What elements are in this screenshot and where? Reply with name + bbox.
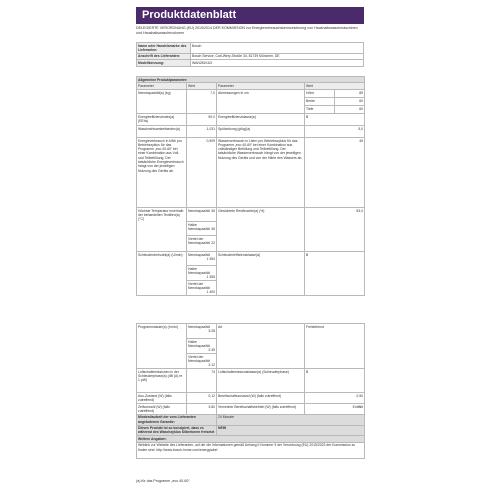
delay-start-label: Zeitvorwahl (W) (falls zutreffend) [137,403,187,414]
additional-info-text: Weblink zur Website des Lieferanten, auf der die Informationen gemäß Anhang II Nummer 9 der Verordnung (EU) 2019/2023 der Kommission zu finden sind: http://www.bosch-home.com/energylabel [137,442,365,458]
duration-row [187,324,217,339]
model-value: WAN281KA3 [191,60,364,66]
guarantee-label: Mindestlaufzeit der vom Lieferanten angebotenen Garantie: [137,414,217,425]
rated-capacity-value: 7,0 [187,89,217,113]
duration-row [187,354,217,369]
washing-eff-label: Waschwirksamkeitsindex(a) [137,125,187,137]
energy-consumption-label: Energieverbrauch in kWh pro Betriebszyklus für das Programm „eco 40-60“ bei einer Kombination aus Voll- und Teilbefüllung. Der tatsächliche Energieverbrauch hängt von der jeweiligen Nutzung des Geräts ab. [137,137,187,207]
duration-row-value: 3:28 [208,328,215,333]
temp-row-name: Viertel der Nennkapazität [188,236,210,245]
col-parameter: Parameter [137,83,187,89]
supplier-name-label: Name oder Handelsmarke des Lieferanten: [137,43,191,54]
dimension-name: Höhe [305,89,335,97]
guarantee-value: 24 Monate [217,414,365,425]
silver-ions-label: Dieses Produkt ist so konzipiert, dass es während des Waschzyklus Silberionen freisetzt [137,425,217,436]
water-consumption-value: 45 [305,137,365,207]
dimension-name: Breite [305,97,335,105]
temp-row-name: Halbe Nennkapazität [188,222,210,231]
off-mode-value: 0,12 [187,393,217,404]
type-value: Freistehend [305,324,365,369]
off-mode-label: Aus-Zustand (W) (falls zutreffend) [137,393,187,404]
additional-info-label: Weitere Angaben: [137,436,365,442]
silver-ions-value: NEIN [217,425,365,436]
dimensions-label: Abmessungen in cm [217,89,305,113]
general-parameters-table [136,76,365,296]
programme-table [136,323,365,459]
spin-row [187,265,217,280]
spin-class-value: B [305,251,365,295]
footnote: (a) für das Programm „eco 40-60“ [136,479,190,483]
dimension-value: 60 [335,97,365,105]
duration-row [187,339,217,354]
dimension-name: Tiefe [305,105,335,113]
temp-row-value: 36 [211,208,215,213]
type-label: Art [217,324,305,369]
dimension-value: 60 [335,105,365,113]
duration-row-value: 2:35 [208,348,215,353]
duration-row-name: Nennkapazität [188,324,210,329]
max-temp-label: Höchste Temperatur innerhalb der behandelten Textilien(a) (°C) [137,207,187,251]
noise-value: 74 [187,369,217,393]
rinsing-eff-label: Spülwirkung (g/kg)(a) [217,125,305,137]
energy-class-value: B [305,113,365,125]
networked-standby-label: Vernetzter Bereitschaftsbetrieb (W) (falls zutreffend) [217,403,305,414]
spin-row [187,251,217,265]
duration-row-name: Halbe Nennkapazität [188,339,210,348]
spin-row-value: 1 355 [206,275,215,280]
temp-row [187,235,217,251]
col-parameter: Parameter [217,83,305,89]
col-value: Wert [305,83,365,89]
rinsing-eff-value: 5,0 [305,125,365,137]
supplier-table [136,42,364,67]
spin-row-value: 1 400 [206,290,215,295]
energy-class-label: Energieeffizienzklasse(a) [217,113,305,125]
remaining-moisture-value: 53,0 [305,207,365,251]
energy-consumption-value: 0,509 [187,137,217,207]
rated-capacity-label: Nennkapazität(a) (kg) [137,89,187,113]
model-label: Modellkennung: [137,60,191,66]
spin-row [187,281,217,296]
eei-value: 59,0 [187,113,217,125]
temp-row-value: 22 [211,240,215,245]
networked-standby-value: Entfällt [305,403,365,414]
temp-row-value: 36 [211,226,215,231]
regulation-text: DELEGIERTE VERORDNUNG (EU) 2019/2014 DER KOMMISSION zur Energieverbrauchskennzeichnung von Haushaltswaschmaschinen und Haushaltswaschtrocknern [136,26,358,35]
eei-label: Energieeffizienzindex(a) (EEIw) [137,113,187,125]
noise-label: Luftschallemissionen in der Schleuderphase(a) (dB (A) re 1 pW) [137,369,187,393]
spin-row-value: 1 354 [206,256,215,261]
temp-row [187,221,217,235]
spin-row-name: Viertel der Nennkapazität [188,281,210,290]
temp-row-name: Nennkapazität [188,208,210,213]
general-header: Allgemeine Produktparameter: [137,77,365,83]
spin-row-name: Halbe Nennkapazität [188,266,210,275]
standby-value: 0,50 [305,393,365,404]
col-value: Wert [187,83,217,89]
noise-class-label: Luftschallemissionsklasse(a) (Schleuderphase) [217,369,305,393]
standby-label: Bereitschaftszustand (W) (falls zutreffend) [217,393,305,404]
programme-duration-label: Programmdauer(a) (h:min) [137,324,187,369]
duration-row-value: 2:12 [208,363,215,368]
temp-row [187,207,217,221]
supplier-name-value: Bosch [191,43,364,54]
supplier-address-label: Anschrift des Lieferanten: [137,53,191,59]
spin-speed-label: Schleuderdrehzahl(a) (U/min) [137,251,187,295]
delay-start-value: 3,80 [187,403,217,414]
spin-row-name: Nennkapazität [188,252,210,257]
spin-class-label: Schleuderleffizienzklasse(a) [217,251,305,295]
duration-row-name: Viertel der Nennkapazität [188,354,210,363]
dimension-value: 85 [335,89,365,97]
remaining-moisture-label: Gewichtete Restfeuchte(a) (%) [217,207,305,251]
page-title: Produktdatenblatt [136,7,364,24]
washing-eff-value: 1,031 [187,125,217,137]
water-consumption-label: Wasserverbrauch in Litern pro Betriebszyklus für das Programm „eco 40-60“ bei einer Kombination aus vollständiger Befüllung und Teilbefüllung. Der tatsächliche Wasserverbrauch hängt von der jeweiligen Nutzung des Geräts und von der Härte des Wassers ab. [217,137,305,207]
supplier-address-value: Bosch Service, Carl-Wery-Straße 34, 81739 München, DE [191,53,364,59]
noise-class-value: B [305,369,365,393]
